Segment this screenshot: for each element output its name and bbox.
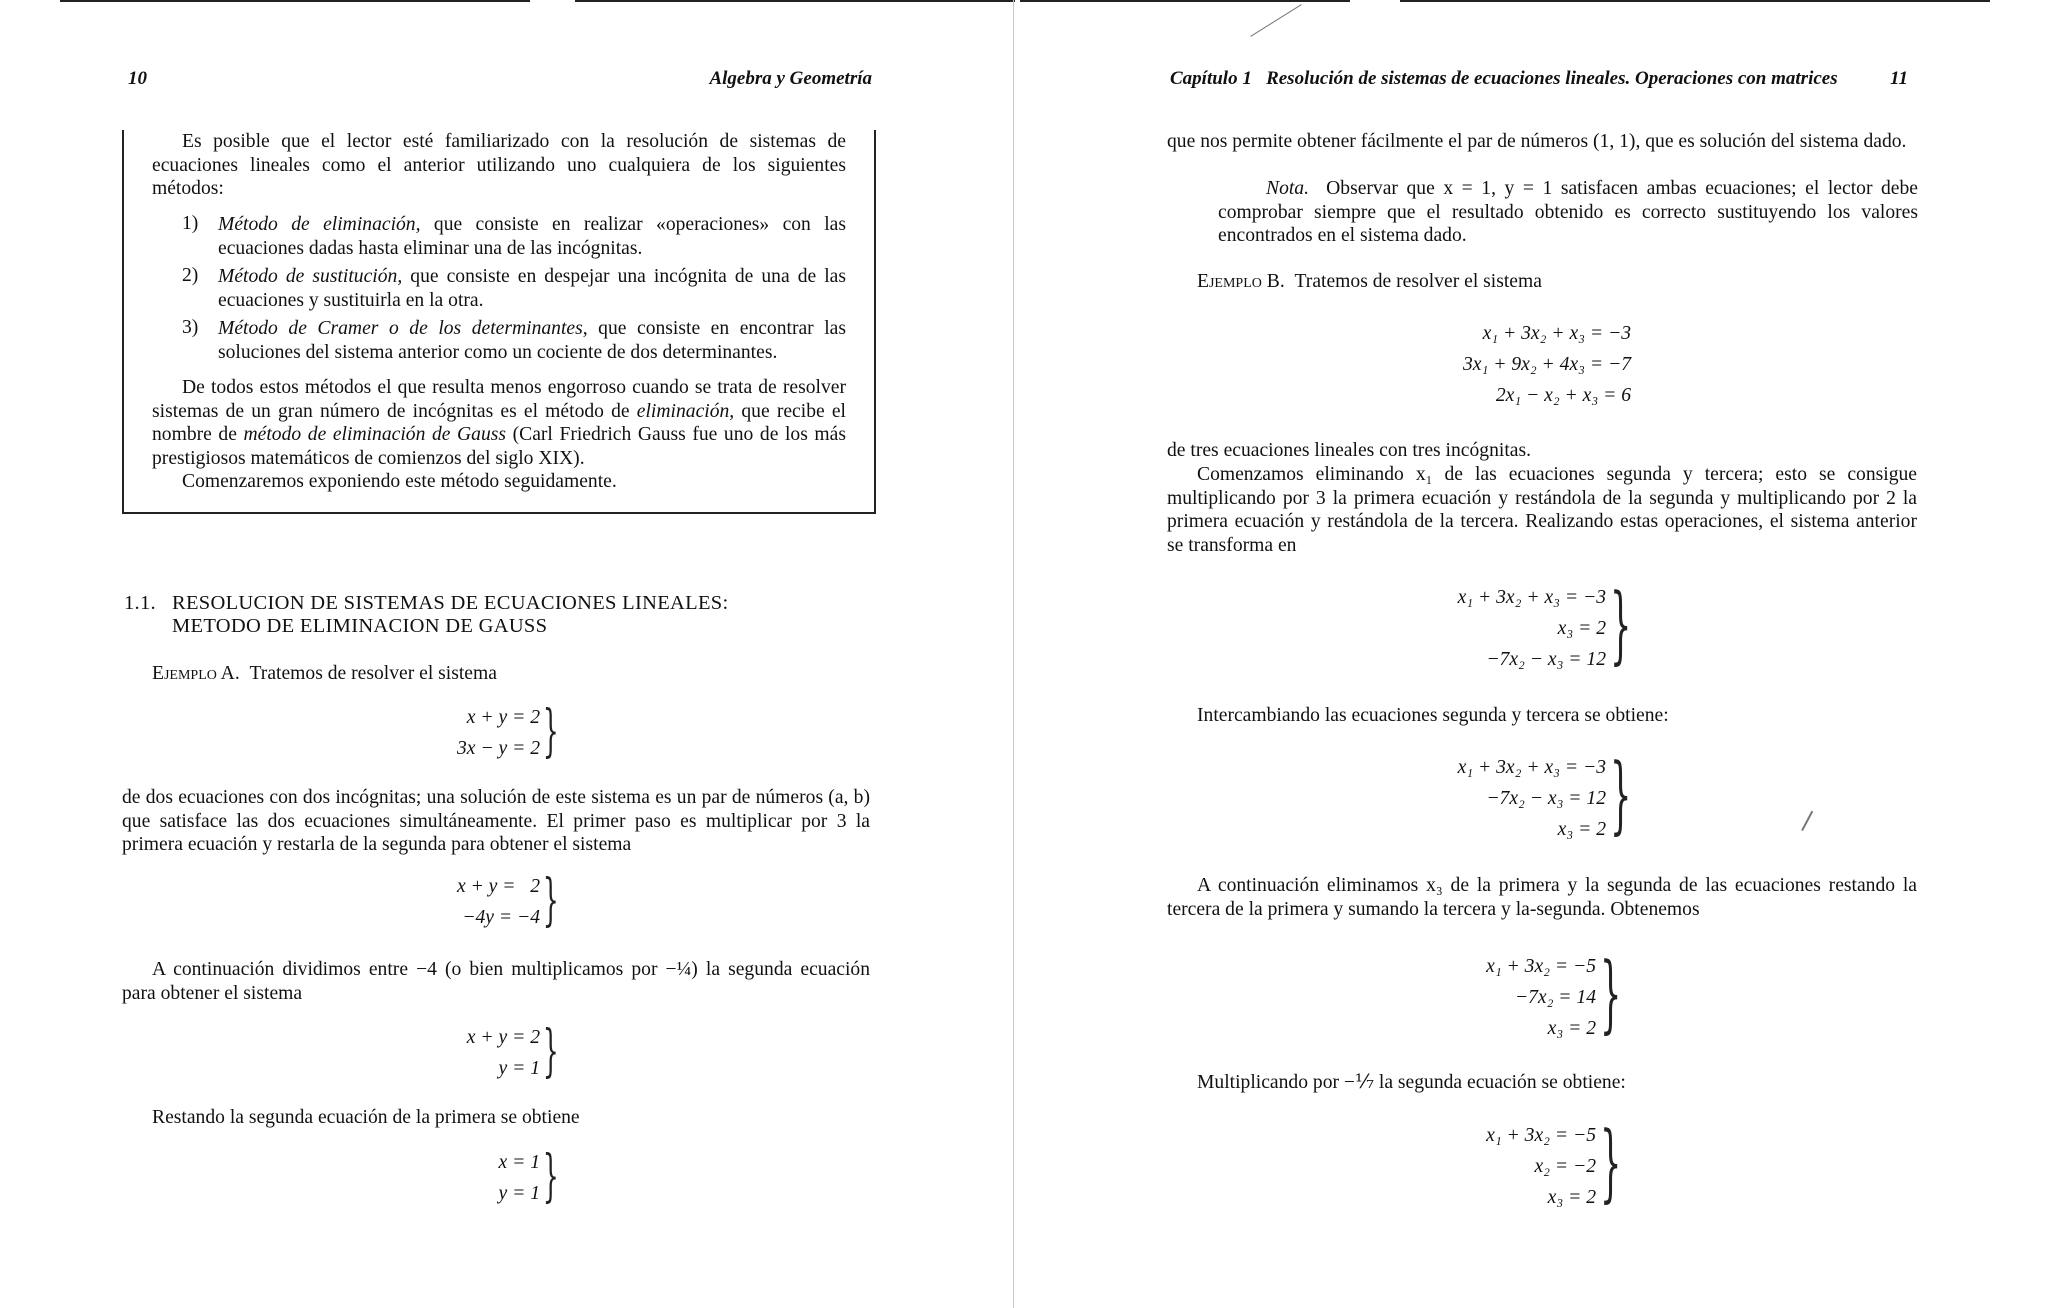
example-b-label: Ejemplo B. — [1197, 271, 1285, 292]
gauss-text-c: que recibe el nombre de — [152, 400, 847, 446]
equation: x₁ + 3x₂ = −5 — [1486, 1125, 1596, 1146]
method-3-name: Método de Cramer o de los determinantes, — [218, 318, 588, 339]
equation: y = 1 — [498, 1058, 540, 1079]
right-brace: } — [1610, 745, 1632, 843]
gauss-text-b: eliminación, — [636, 400, 735, 422]
left-page — [0, 0, 1012, 1308]
section-number: 1.1. — [124, 592, 156, 614]
example-a-heading — [152, 662, 852, 686]
system-a2 — [420, 875, 540, 937]
equation: −7x₂ = 14 — [1514, 987, 1596, 1008]
equation: x = 1 — [498, 1152, 540, 1173]
paragraph-5: Multiplicando por −⅐ la segunda ecuación se obtiene: — [1197, 1072, 1626, 1093]
method-3-text — [218, 317, 846, 364]
nota-label: Nota. — [1266, 178, 1310, 199]
system-b4 — [1426, 955, 1596, 1048]
method-3-description: que consiste en encontrar las soluciones del sistema anterior como un cociente de dos determinantes. — [218, 318, 847, 363]
method-2-number: 2) — [182, 265, 199, 286]
system-a1 — [430, 706, 540, 768]
method-1-description: que consiste en realizar «operaciones» con las ecuaciones dadas hasta eliminar una de las incógnitas. — [218, 214, 846, 259]
gauss-text-a: De todos estos métodos el que resulta menos engorroso cuando se trata de resolver sistemas de un gran número de incógnitas es el método de — [152, 377, 846, 422]
equation: x₃ = 2 — [1557, 618, 1606, 639]
method-3-number: 3) — [182, 317, 199, 338]
equation: x₃ = 2 — [1547, 1187, 1596, 1208]
example-b-heading — [1197, 270, 1897, 294]
right-page-number: 11 — [1890, 68, 1908, 89]
paragraph-a: de dos ecuaciones con dos incógnitas; una solución de este sistema es un par de números (a, b) que satisface las dos ecuaciones simultáneamente. El primer paso es multiplicar por 3 la primera ecuación y restarla de la segunda para obtener el sistema — [122, 787, 870, 856]
equation: 3x − y = 2 — [456, 738, 540, 759]
equation: 3x₁ + 9x₂ + 4x₃ = −7 — [1463, 354, 1631, 375]
method-2-name: Método de sustitución, — [218, 266, 403, 287]
pen-mark — [1250, 4, 1301, 37]
gauss-text-e: (Carl Friedrich Gauss fue uno de los más prestigiosos matemáticos de comienzos del siglo XIX). — [152, 424, 846, 469]
section-title-line-2: METODO DE ELIMINACION DE GAUSS — [172, 615, 548, 637]
gauss-text-d: método de eliminación de Gauss — [243, 424, 507, 446]
equation: y = 1 — [498, 1183, 540, 1204]
paragraph-b: A continuación dividimos entre −4 (o bien multiplicamos por −¼) la segunda ecuación para obtener el sistema — [122, 959, 870, 1004]
method-1-name: Método de eliminación, — [218, 214, 421, 235]
equation: x₁ + 3x₂ + x₃ = −3 — [1457, 757, 1606, 778]
equation: x₁ + 3x₂ = −5 — [1486, 956, 1596, 977]
method-2-text — [218, 265, 846, 312]
right-running-head: Capítulo 1 Resolución de sistemas de ecuaciones lineales. Operaciones con matrices — [1170, 68, 1838, 89]
left-running-head: Algebra y Geometría — [709, 68, 872, 89]
system-b3 — [1406, 756, 1606, 849]
equation: x₂ = −2 — [1534, 1156, 1596, 1177]
right-brace: } — [1600, 944, 1622, 1042]
system-a4 — [430, 1151, 540, 1213]
system-a3 — [430, 1026, 540, 1088]
example-b-text: Tratemos de resolver el sistema — [1294, 271, 1542, 292]
right-page — [1016, 0, 2048, 1308]
equation: −7x₂ − x₃ = 12 — [1486, 649, 1606, 670]
equation: x + y = 2 — [466, 707, 540, 728]
equation: x + y = 2 — [456, 876, 540, 897]
equation: x₁ + 3x₂ + x₃ = −3 — [1482, 323, 1631, 344]
right-brace: } — [1600, 1113, 1622, 1211]
right-brace: } — [542, 868, 559, 933]
paragraph-1: de tres ecuaciones lineales con tres incógnitas. — [1167, 440, 1531, 461]
left-page-number: 10 — [128, 68, 147, 89]
pen-mark — [1801, 811, 1813, 831]
right-brace: } — [542, 1144, 559, 1209]
method-1-text — [218, 213, 846, 260]
book-spine — [1013, 0, 1014, 1308]
system-b5 — [1426, 1124, 1596, 1217]
system-b2 — [1406, 586, 1606, 679]
equation: x₃ = 2 — [1557, 819, 1606, 840]
nota-paragraph — [1218, 177, 1918, 248]
box-gauss-paragraph — [152, 376, 846, 470]
paragraph-top: que nos permite obtener fácilmente el par de números (1, 1), que es solución del sistema dado. — [1167, 131, 1907, 152]
equation: −7x₂ − x₃ = 12 — [1486, 788, 1606, 809]
right-brace: } — [542, 1019, 559, 1084]
box-intro-paragraph: Es posible que el lector esté familiarizado con la resolución de sistemas de ecuaciones lineales como el anterior utilizando uno cualquiera de los siguientes métodos: — [152, 131, 846, 200]
right-brace: } — [1610, 575, 1632, 673]
example-a-text: Tratemos de resolver el sistema — [249, 663, 497, 684]
section-title-line-1: RESOLUCION DE SISTEMAS DE ECUACIONES LINEALES: — [172, 592, 729, 614]
nota-text: Observar que x = 1, y = 1 satisfacen ambas ecuaciones; el lector debe comprobar siempre que el resultado obtenido es correcto sustituyendo los valores encontrados en el sistema dado. — [1218, 178, 1919, 247]
example-a-label: Ejemplo A. — [152, 663, 240, 684]
paragraph-3: Intercambiando las ecuaciones segunda y tercera se obtiene: — [1197, 705, 1669, 726]
system-b1 — [1416, 322, 1631, 415]
equation: −4y = −4 — [462, 907, 540, 928]
equation: x + y = 2 — [466, 1027, 540, 1048]
equation: x₃ = 2 — [1547, 1018, 1596, 1039]
paragraph-2: Comenzamos eliminando x₁ de las ecuaciones segunda y tercera; esto se consigue multiplicando por 3 la primera ecuación y restándola de la segunda y multiplicando por 2 la primera ecuación y restándola de la tercera. Realizando estas operaciones, el sistema anterior se transforma en — [1167, 464, 1917, 556]
right-brace: } — [542, 699, 559, 764]
equation: 2x₁ − x₂ + x₃ = 6 — [1495, 385, 1631, 406]
method-1-number: 1) — [182, 213, 199, 234]
box-closing-line: Comenzaremos exponiendo este método seguidamente. — [182, 471, 617, 492]
paragraph-4: A continuación eliminamos x₃ de la primera y la segunda de las ecuaciones restando la tercera de la primera y sumando la tercera y la-segunda. Obtenemos — [1167, 875, 1917, 920]
paragraph-c: Restando la segunda ecuación de la primera se obtiene — [152, 1107, 580, 1128]
method-2-description: que consiste en despejar una incógnita de una de las ecuaciones y sustituirla en la otra. — [218, 266, 847, 311]
equation: x₁ + 3x₂ + x₃ = −3 — [1457, 587, 1606, 608]
